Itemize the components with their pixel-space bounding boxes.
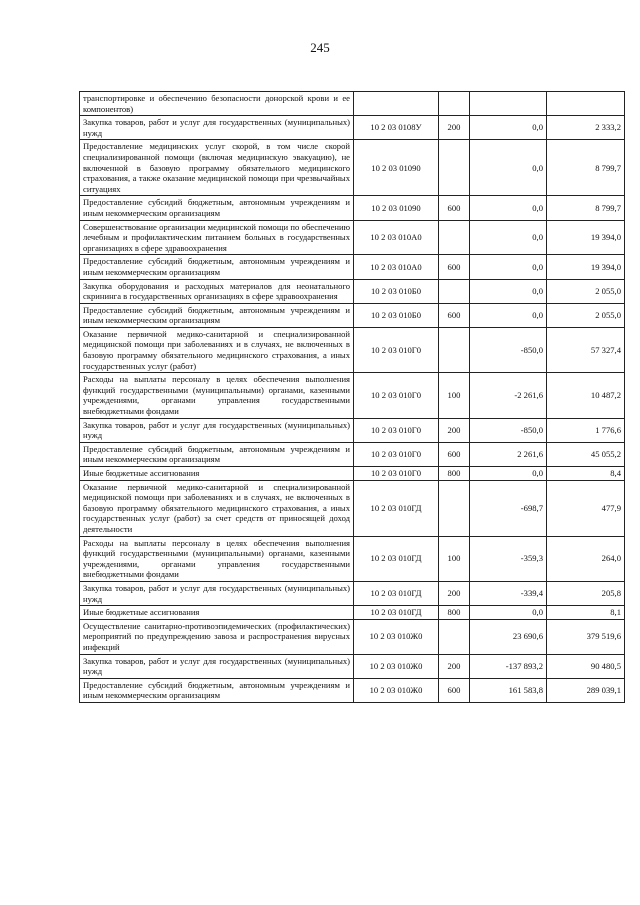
row-total-amount: 289 039,1 [547,678,625,702]
budget-table-body [80,92,625,703]
row-description: Оказание первичной медико-санитарной и специализированной медицинской помощи при заболеваниях и в случаях, не включенных в базовую программу обязательного медицинского страхования, а иных государственных услуг (работ) за счет средств от приносящей доход деятельности [80,480,354,536]
row-total-amount [547,92,625,116]
row-total-amount: 8,1 [547,606,625,620]
row-expense-type [439,327,470,372]
row-description: Предоставление медицинских услуг скорой, в том числе скорой специализированной помощи (включая медицинскую эвакуацию), не включенной в базовую программу обязательного медицинского страхования, а также оказание медицинской помощи при чрезвычайных ситуациях [80,140,354,196]
table-row [80,140,625,196]
row-description: Иные бюджетные ассигнования [80,606,354,620]
row-description: Расходы на выплаты персоналу в целях обеспечения выполнения функций государственными (муниципальными) органами, казенными учреждениями, органами управления государственными внебюджетными фондами [80,373,354,418]
row-target-code: 10 2 03 010Г0 [354,467,439,481]
row-expense-type: 600 [439,303,470,327]
row-total-amount: 19 394,0 [547,255,625,279]
row-expense-type [439,220,470,255]
row-description: Иные бюджетные ассигнования [80,467,354,481]
row-target-code: 10 2 03 010ГД [354,480,439,536]
row-change-amount: 0,0 [470,255,547,279]
row-target-code: 10 2 03 010ГД [354,606,439,620]
table-row [80,678,625,702]
row-change-amount: 0,0 [470,303,547,327]
row-change-amount: 23 690,6 [470,619,547,654]
row-description: Совершенствование организации медицинской помощи по обеспечению лечебным и профилактическим питанием больных в государственных организациях в сфере здравоохранения [80,220,354,255]
row-expense-type: 600 [439,678,470,702]
row-change-amount: 0,0 [470,220,547,255]
row-expense-type [439,92,470,116]
row-target-code: 10 2 03 010Г0 [354,327,439,372]
row-description: Предоставление субсидий бюджетным, автономным учреждениям и иным некоммерческим организациям [80,303,354,327]
row-expense-type: 200 [439,581,470,605]
table-row [80,606,625,620]
row-expense-type: 600 [439,196,470,220]
row-change-amount: 2 261,6 [470,442,547,466]
row-expense-type: 600 [439,442,470,466]
row-change-amount: 0,0 [470,606,547,620]
row-expense-type [439,279,470,303]
page-number: 245 [310,40,330,55]
row-target-code: 10 2 03 01090 [354,140,439,196]
row-change-amount: -698,7 [470,480,547,536]
row-change-amount: 0,0 [470,279,547,303]
row-total-amount: 8 799,7 [547,196,625,220]
row-total-amount: 205,8 [547,581,625,605]
row-expense-type [439,480,470,536]
row-expense-type [439,619,470,654]
row-change-amount: 0,0 [470,140,547,196]
table-row [80,116,625,140]
row-expense-type: 200 [439,116,470,140]
row-expense-type: 200 [439,654,470,678]
row-target-code: 10 2 03 010Ж0 [354,619,439,654]
row-expense-type: 800 [439,467,470,481]
row-description: Закупка товаров, работ и услуг для государственных (муниципальных) нужд [80,116,354,140]
row-description: Предоставление субсидий бюджетным, автономным учреждениям и иным некоммерческим организациям [80,255,354,279]
row-target-code: 10 2 03 0108У [354,116,439,140]
row-total-amount: 8 799,7 [547,140,625,196]
row-target-code: 10 2 03 010Г0 [354,418,439,442]
row-change-amount: 0,0 [470,467,547,481]
row-target-code: 10 2 03 010Г0 [354,373,439,418]
row-target-code: 10 2 03 010ГД [354,581,439,605]
row-description: Предоставление субсидий бюджетным, автономным учреждениям и иным некоммерческим организациям [80,196,354,220]
row-change-amount: -339,4 [470,581,547,605]
row-total-amount: 477,9 [547,480,625,536]
row-total-amount: 2 055,0 [547,279,625,303]
row-change-amount: -359,3 [470,536,547,581]
table-row [80,327,625,372]
table-row [80,303,625,327]
row-total-amount: 8,4 [547,467,625,481]
row-total-amount: 19 394,0 [547,220,625,255]
row-expense-type: 800 [439,606,470,620]
row-total-amount: 2 055,0 [547,303,625,327]
table-row [80,92,625,116]
row-target-code: 10 2 03 010Г0 [354,442,439,466]
row-target-code: 10 2 03 010ГД [354,536,439,581]
row-total-amount: 57 327,4 [547,327,625,372]
row-target-code: 10 2 03 010А0 [354,220,439,255]
table-row [80,220,625,255]
row-expense-type: 200 [439,418,470,442]
table-row [80,536,625,581]
row-expense-type [439,140,470,196]
row-description: Оказание первичной медико-санитарной и специализированной медицинской помощи при заболеваниях и в случаях, не включенных в базовую программу обязательного медицинского страхования, а иных государственных услуг (работ) [80,327,354,372]
row-expense-type: 600 [439,255,470,279]
row-description: Закупка товаров, работ и услуг для государственных (муниципальных) нужд [80,418,354,442]
row-total-amount: 90 480,5 [547,654,625,678]
row-expense-type: 100 [439,536,470,581]
row-target-code: 10 2 03 010А0 [354,255,439,279]
row-description: транспортировке и обеспечению безопасности донорской крови и ее компонентов) [80,92,354,116]
row-target-code [354,92,439,116]
row-total-amount: 264,0 [547,536,625,581]
row-description: Предоставление субсидий бюджетным, автономным учреждениям и иным некоммерческим организациям [80,678,354,702]
row-change-amount: 0,0 [470,196,547,220]
row-target-code: 10 2 03 01090 [354,196,439,220]
table-row [80,373,625,418]
table-row [80,279,625,303]
row-change-amount: -137 893,2 [470,654,547,678]
row-total-amount: 10 487,2 [547,373,625,418]
row-description: Предоставление субсидий бюджетным, автономным учреждениям и иным некоммерческим организациям [80,442,354,466]
table-row [80,480,625,536]
table-row [80,255,625,279]
table-row [80,467,625,481]
table-row [80,619,625,654]
table-row [80,196,625,220]
row-description: Закупка товаров, работ и услуг для государственных (муниципальных) нужд [80,654,354,678]
row-total-amount: 379 519,6 [547,619,625,654]
table-row [80,654,625,678]
row-description: Расходы на выплаты персоналу в целях обеспечения выполнения функций государственными (муниципальными) органами, казенными учреждениями, органами управления государственными внебюджетными фондами [80,536,354,581]
row-change-amount: -2 261,6 [470,373,547,418]
row-total-amount: 45 055,2 [547,442,625,466]
row-change-amount: 161 583,8 [470,678,547,702]
table-row [80,418,625,442]
row-target-code: 10 2 03 010Б0 [354,303,439,327]
row-total-amount: 2 333,2 [547,116,625,140]
row-description: Осуществление санитарно-противоэпидемических (профилактических) мероприятий по предупреждению завоза и распространения вирусных инфекций [80,619,354,654]
row-change-amount: -850,0 [470,418,547,442]
row-change-amount [470,92,547,116]
row-target-code: 10 2 03 010Б0 [354,279,439,303]
row-target-code: 10 2 03 010Ж0 [354,654,439,678]
row-total-amount: 1 776,6 [547,418,625,442]
row-expense-type: 100 [439,373,470,418]
row-target-code: 10 2 03 010Ж0 [354,678,439,702]
row-change-amount: 0,0 [470,116,547,140]
row-description: Закупка товаров, работ и услуг для государственных (муниципальных) нужд [80,581,354,605]
row-change-amount: -850,0 [470,327,547,372]
table-row [80,442,625,466]
row-description: Закупка оборудования и расходных материалов для неонатального скрининга в государственных организациях в сфере здравоохранения [80,279,354,303]
budget-table [79,91,625,703]
table-row [80,581,625,605]
